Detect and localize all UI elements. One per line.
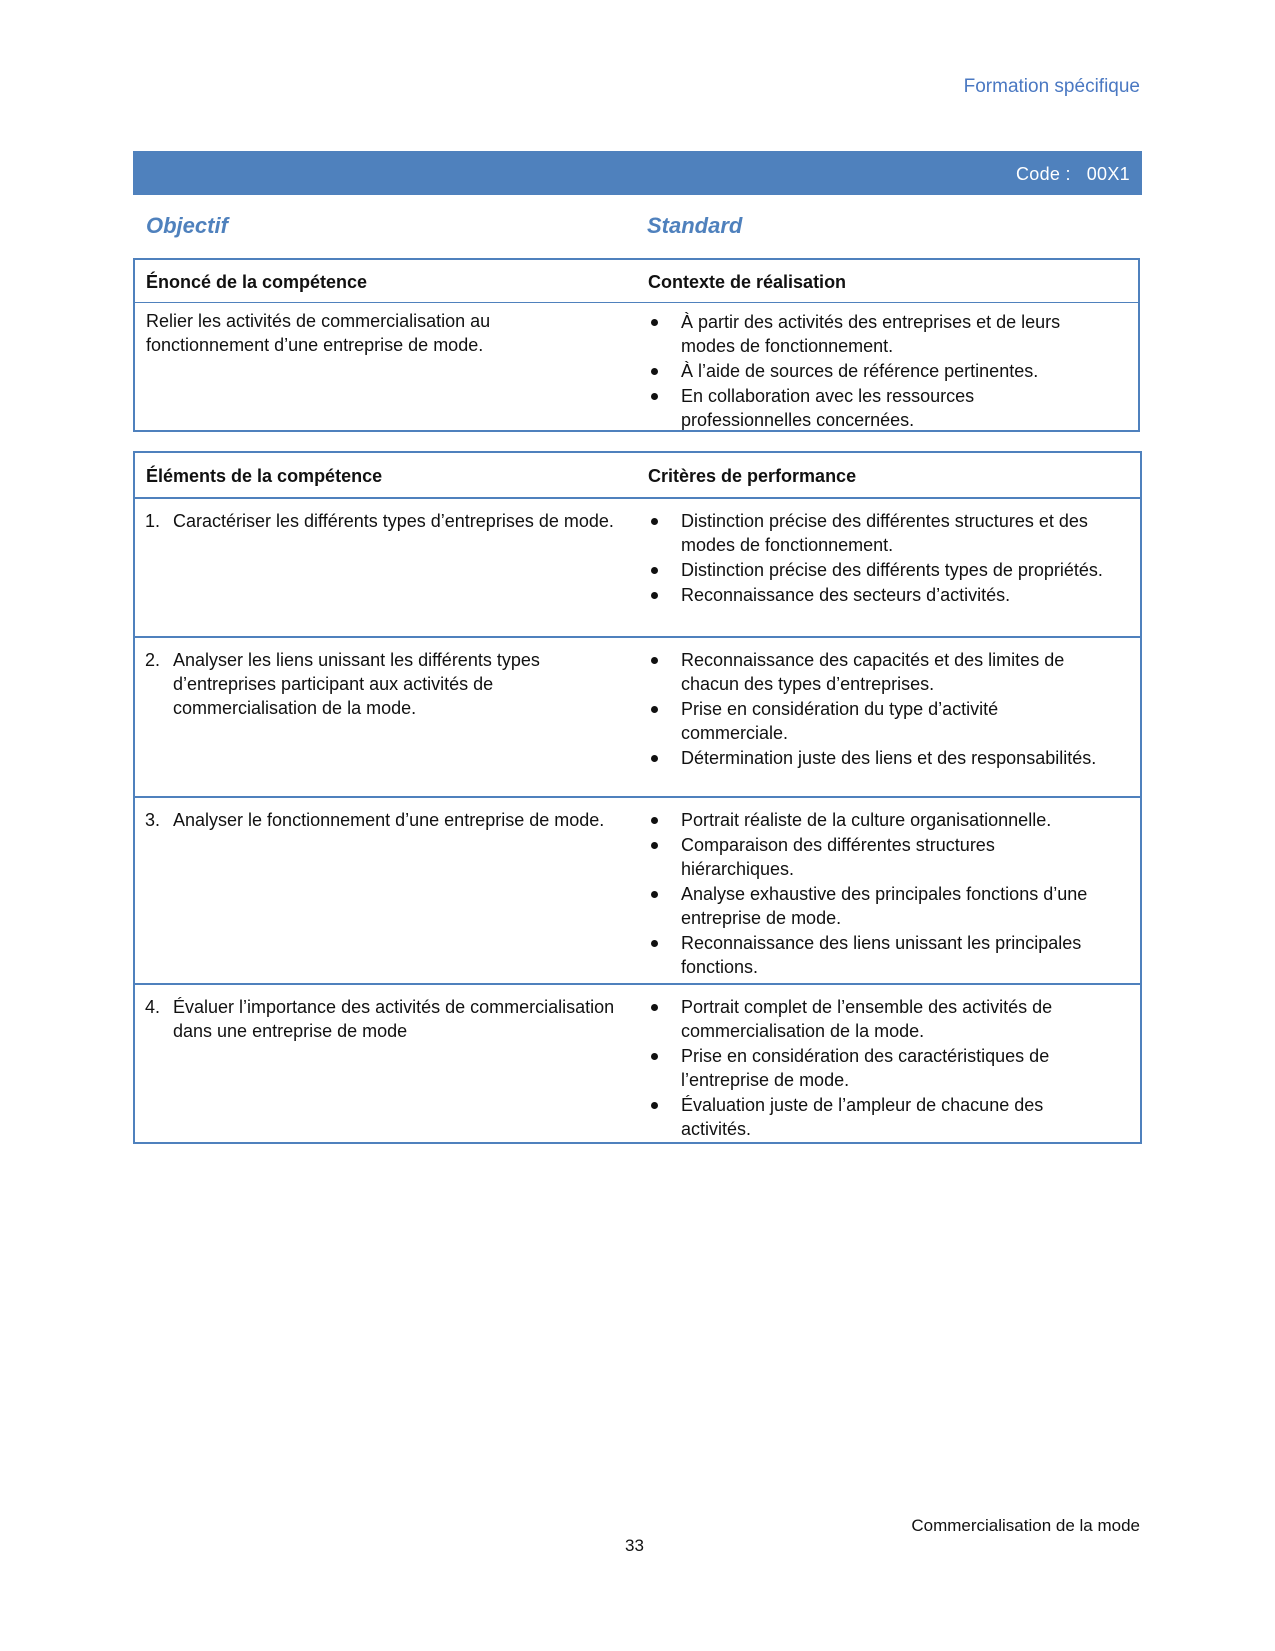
bullet-icon [651, 1004, 658, 1011]
bullet-icon [651, 368, 658, 375]
contexte-item: À partir des activités des entreprises et de leurs modes de fonctionnement. [647, 310, 1107, 358]
footer-program: Commercialisation de la mode [911, 1516, 1140, 1535]
row-divider [135, 497, 1140, 499]
heading-standard: Standard [647, 213, 743, 238]
element-item-1: 1. Caractériser les différents types d’entreprises de mode. [145, 511, 614, 531]
critere-item: Évaluation juste de l’ampleur de chacune des activités. [647, 1093, 1107, 1141]
contexte-item: À l’aide de sources de référence pertinentes. [647, 359, 1107, 383]
bullet-icon [651, 592, 658, 599]
contexte-item: En collaboration avec les ressources professionnelles concernées. [647, 384, 1107, 432]
bullet-icon [651, 940, 658, 947]
critere-item: Prise en considération du type d’activité commerciale. [647, 697, 1107, 745]
row-divider [135, 636, 1140, 638]
critere-item: Analyse exhaustive des principales fonctions d’une entreprise de mode. [647, 882, 1107, 930]
critere-item: Reconnaissance des capacités et des limites de chacun des types d’entreprises. [647, 648, 1107, 696]
bullet-icon [651, 706, 658, 713]
heading-objectif: Objectif [146, 213, 228, 238]
bullet-icon [651, 1102, 658, 1109]
critere-item: Portrait réaliste de la culture organisationnelle. [647, 808, 1107, 832]
bullet-icon [651, 891, 658, 898]
critere-item: Prise en considération des caractéristiques de l’entreprise de mode. [647, 1044, 1107, 1092]
enonce-text: Relier les activités de commercialisation au fonctionnement d’une entreprise de mode. [146, 311, 491, 355]
bullet-icon [651, 755, 658, 762]
criteres-list-3 [647, 808, 1107, 980]
page-number: 33 [625, 1536, 644, 1555]
bullet-icon [651, 567, 658, 574]
critere-item: Portrait complet de l’ensemble des activités de commercialisation de la mode. [647, 995, 1107, 1043]
element-item-4: 4. Évaluer l’importance des activités de commercialisation dans une entreprise de mode [145, 997, 615, 1041]
critere-item: Reconnaissance des secteurs d’activités. [647, 583, 1107, 607]
code-label: Code : [1016, 164, 1071, 184]
code-bar [133, 151, 1142, 195]
contexte-list [647, 310, 1107, 433]
section-label: Formation spécifique [963, 76, 1140, 97]
bullet-icon [651, 1053, 658, 1060]
bullet-icon [651, 657, 658, 664]
critere-item: Reconnaissance des liens unissant les principales fonctions. [647, 931, 1107, 979]
element-item-3: 3. Analyser le fonctionnement d’une entreprise de mode. [145, 810, 605, 830]
elements-table [133, 451, 1142, 1144]
critere-item: Détermination juste des liens et des responsabilités. [647, 746, 1107, 770]
bullet-icon [651, 817, 658, 824]
contexte-header: Contexte de réalisation [648, 272, 847, 292]
row-divider [135, 796, 1140, 798]
criteres-list-4 [647, 995, 1107, 1142]
bullet-icon [651, 518, 658, 525]
row-divider [135, 983, 1140, 985]
code-text [1016, 164, 1130, 185]
element-item-2: 2. Analyser les liens unissant les différents types d’entreprises participant aux activités de commercialisation de la mode. [145, 650, 540, 718]
enonce-header: Énoncé de la compétence [146, 272, 368, 292]
competence-header-row [135, 260, 1138, 303]
critere-item: Comparaison des différentes structures hiérarchiques. [647, 833, 1107, 881]
critere-item: Distinction précise des différents types de propriétés. [647, 558, 1107, 582]
criteres-list-2 [647, 648, 1107, 771]
bullet-icon [651, 393, 658, 400]
elements-header: Éléments de la compétence [146, 466, 383, 486]
bullet-icon [651, 319, 658, 326]
bullet-icon [651, 842, 658, 849]
competence-table [133, 258, 1140, 432]
critere-item: Distinction précise des différentes structures et des modes de fonctionnement. [647, 509, 1107, 557]
criteres-list-1 [647, 509, 1107, 608]
criteres-header: Critères de performance [648, 466, 857, 486]
code-value: 00X1 [1086, 164, 1130, 184]
